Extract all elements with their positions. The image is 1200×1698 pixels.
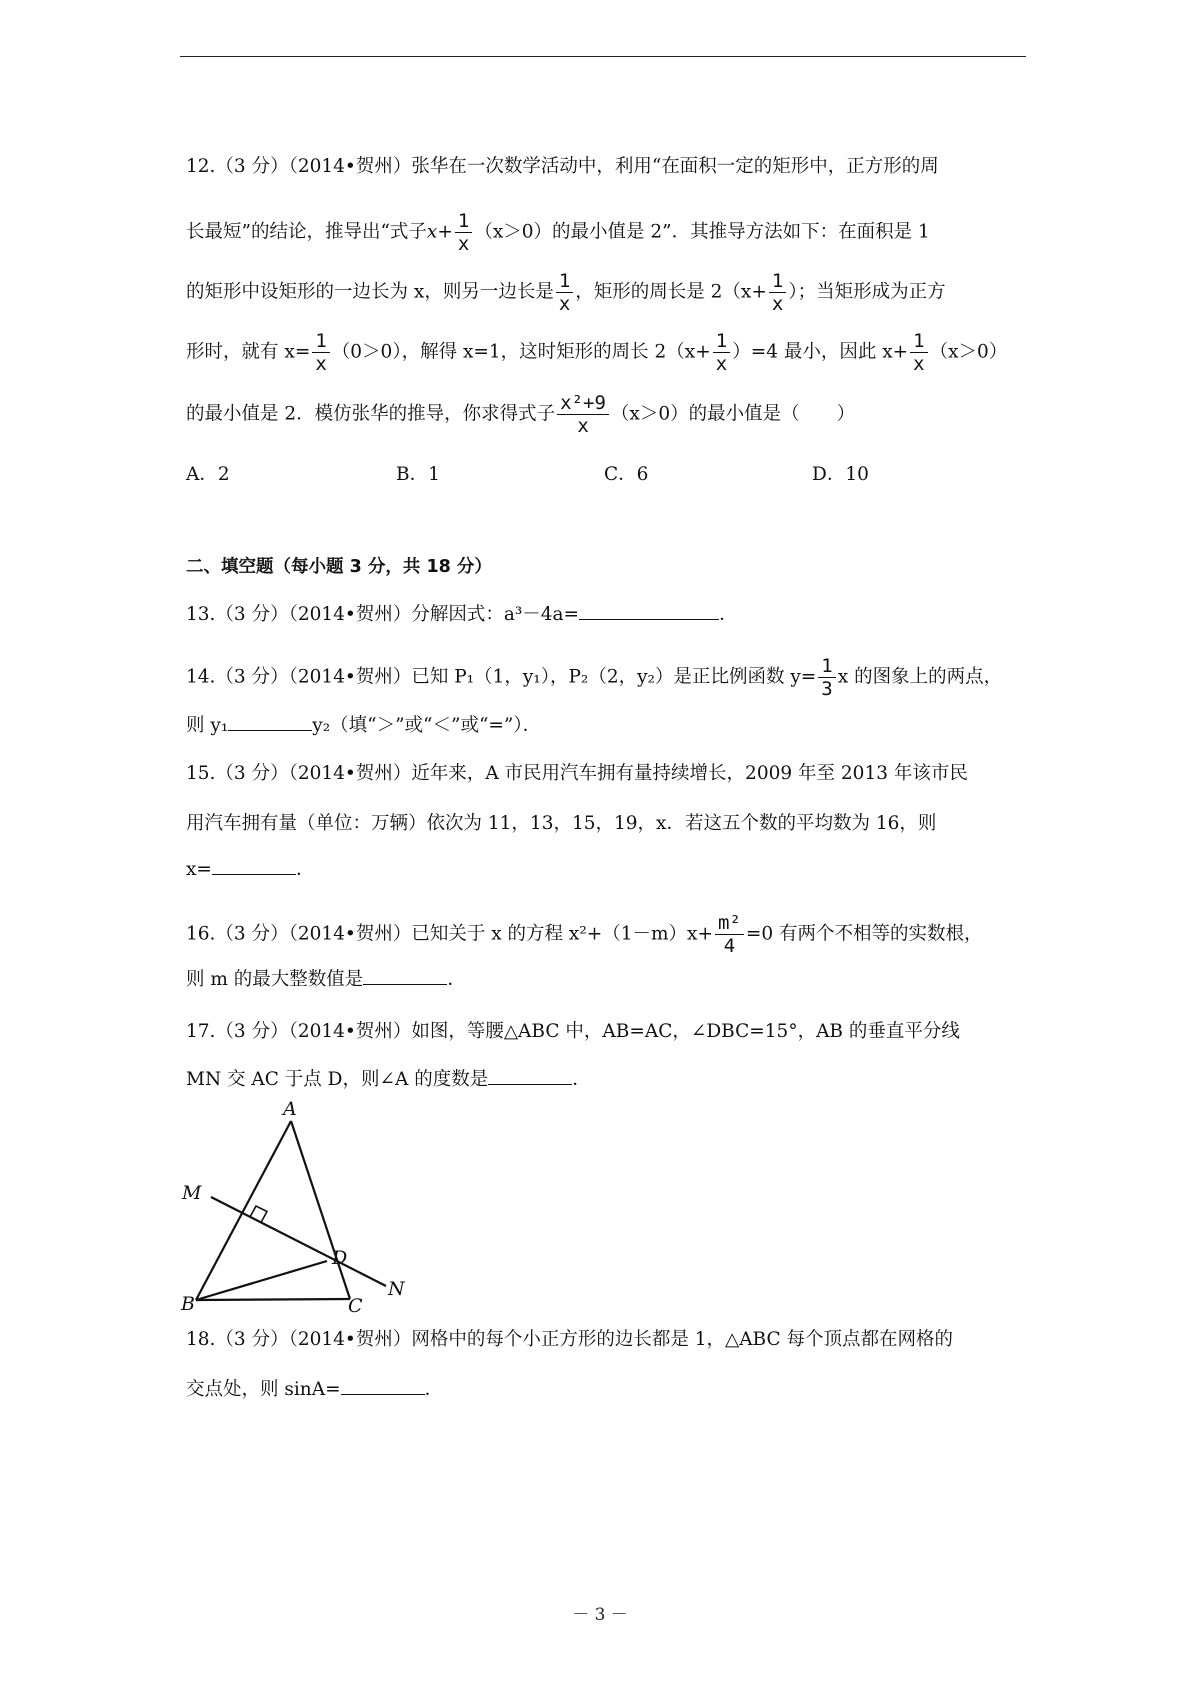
q12-option-b: B．1 bbox=[396, 464, 440, 485]
fraction-1-over-x: $\frac{1}{x}$ bbox=[713, 330, 730, 375]
side-ac bbox=[291, 1121, 350, 1299]
q15-line2: 用汽车拥有量（单位：万辆）依次为 11，13，15，19，x．若这五个数的平均数为 16，则 bbox=[186, 813, 937, 834]
triangle-figure bbox=[180, 1098, 440, 1313]
section-heading: 二、填空题（每小题 3 分，共 18 分） bbox=[186, 557, 492, 577]
fraction-1-over-x: $\frac{1}{x}$ bbox=[556, 270, 573, 315]
side-ab bbox=[196, 1121, 291, 1300]
q18-line2: 交点处，则 sinA= ． bbox=[186, 1379, 444, 1400]
q12-line5: 的最小值是 2．模仿张华的推导，你求得式子 $\frac{\text{x²+9}}{x}$ （x＞0）的最小值是（ ） bbox=[186, 392, 856, 437]
label-c: C bbox=[348, 1295, 363, 1313]
q12-line3: 的矩形中设矩形的一边长为 x，则另一边长是 $\frac{1}{x}$ ，矩形的周长是 2（x+ $\frac{1}{x}$ ）；当矩形成为正方 bbox=[186, 270, 946, 315]
label-b: B bbox=[181, 1293, 195, 1313]
fraction-x2-plus-9-over-x: $\frac{\text{x²+9}}{x}$ bbox=[557, 392, 609, 437]
q12-line1: 12.（3 分）（2014•贺州）张华在一次数学活动中，利用“在面积一定的矩形中，正方形的周 bbox=[186, 156, 939, 177]
q12-line4: 形时，就有 x= $\frac{1}{x}$ （0＞0），解得 x=1，这时矩形的周长 2（x+ $\frac{1}{x}$ ）=4 最小，因此 x+ $\frac{1}{x}$ （x＞0） bbox=[186, 330, 1008, 375]
fraction-1-over-3: $\frac{1}{3}$ bbox=[818, 655, 835, 700]
q15-line1: 15.（3 分）（2014•贺州）近年来，A 市民用汽车拥有量持续增长，2009 年至 2013 年该市民 bbox=[186, 763, 968, 784]
q17-line2: MN 交 AC 于点 D，则∠A 的度数是 ． bbox=[186, 1069, 591, 1090]
segment-bd bbox=[196, 1261, 327, 1300]
fraction-1-over-x: $\frac{1}{x}$ bbox=[769, 270, 786, 315]
q18-line1: 18.（3 分）（2014•贺州）网格中的每个小正方形的边长都是 1，△ABC 每个顶点都在网格的 bbox=[186, 1329, 954, 1350]
q12-option-c: C．6 bbox=[604, 464, 649, 485]
line-mn bbox=[211, 1197, 386, 1286]
label-m: M bbox=[182, 1182, 202, 1204]
q14-line1: 14.（3 分）（2014•贺州）已知 P₁（1，y₁），P₂（2，y₂）是正比例函数 y= $\frac{1}{3}$ x 的图象上的两点， bbox=[186, 655, 1003, 700]
fraction-1-over-x: $\frac{1}{x}$ bbox=[455, 210, 472, 255]
q13-line: 13.（3 分）（2014•贺州）分解因式：a³－4a= ． bbox=[186, 604, 738, 625]
answer-blank bbox=[341, 1394, 425, 1395]
label-a: A bbox=[283, 1098, 297, 1120]
header-rule bbox=[180, 56, 1026, 57]
label-n: N bbox=[388, 1278, 405, 1300]
answer-blank bbox=[579, 619, 719, 620]
answer-blank bbox=[488, 1084, 572, 1085]
fraction-1-over-x: $\frac{1}{x}$ bbox=[910, 330, 927, 375]
side-bc bbox=[196, 1299, 350, 1300]
fraction-m2-over-4: $\frac{\text{m²}}{4}$ bbox=[715, 912, 744, 957]
q16-line1: 16.（3 分）（2014•贺州）已知关于 x 的方程 x²+（1－m）x+ $\frac{\text{m²}}{4}$ =0 有两个不相等的实数根， bbox=[186, 912, 983, 957]
answer-blank bbox=[363, 984, 447, 985]
q17-line1: 17.（3 分）（2014•贺州）如图，等腰△ABC 中，AB=AC，∠DBC=15°，AB 的垂直平分线 bbox=[186, 1021, 960, 1042]
label-d: D bbox=[332, 1247, 348, 1269]
q15-line3: x= ． bbox=[186, 859, 315, 880]
q12-option-a: A．2 bbox=[186, 464, 230, 485]
q16-line2: 则 m 的最大整数值是 ． bbox=[186, 969, 466, 990]
answer-blank bbox=[212, 874, 296, 875]
q12-line2: 长最短”的结论，推导出“式子x+ $\frac{1}{x}$ （x＞0）的最小值是 2”．其推导方法如下：在面积是 1 bbox=[186, 210, 930, 255]
q14-line2: 则 y₁ y₂（填“＞”或“＜”或“=”）． bbox=[186, 715, 542, 736]
q12-option-d: D．10 bbox=[812, 464, 869, 485]
answer-blank bbox=[228, 730, 312, 731]
page-number: － 3 － bbox=[572, 1605, 628, 1625]
fraction-1-over-x: $\frac{1}{x}$ bbox=[312, 330, 329, 375]
